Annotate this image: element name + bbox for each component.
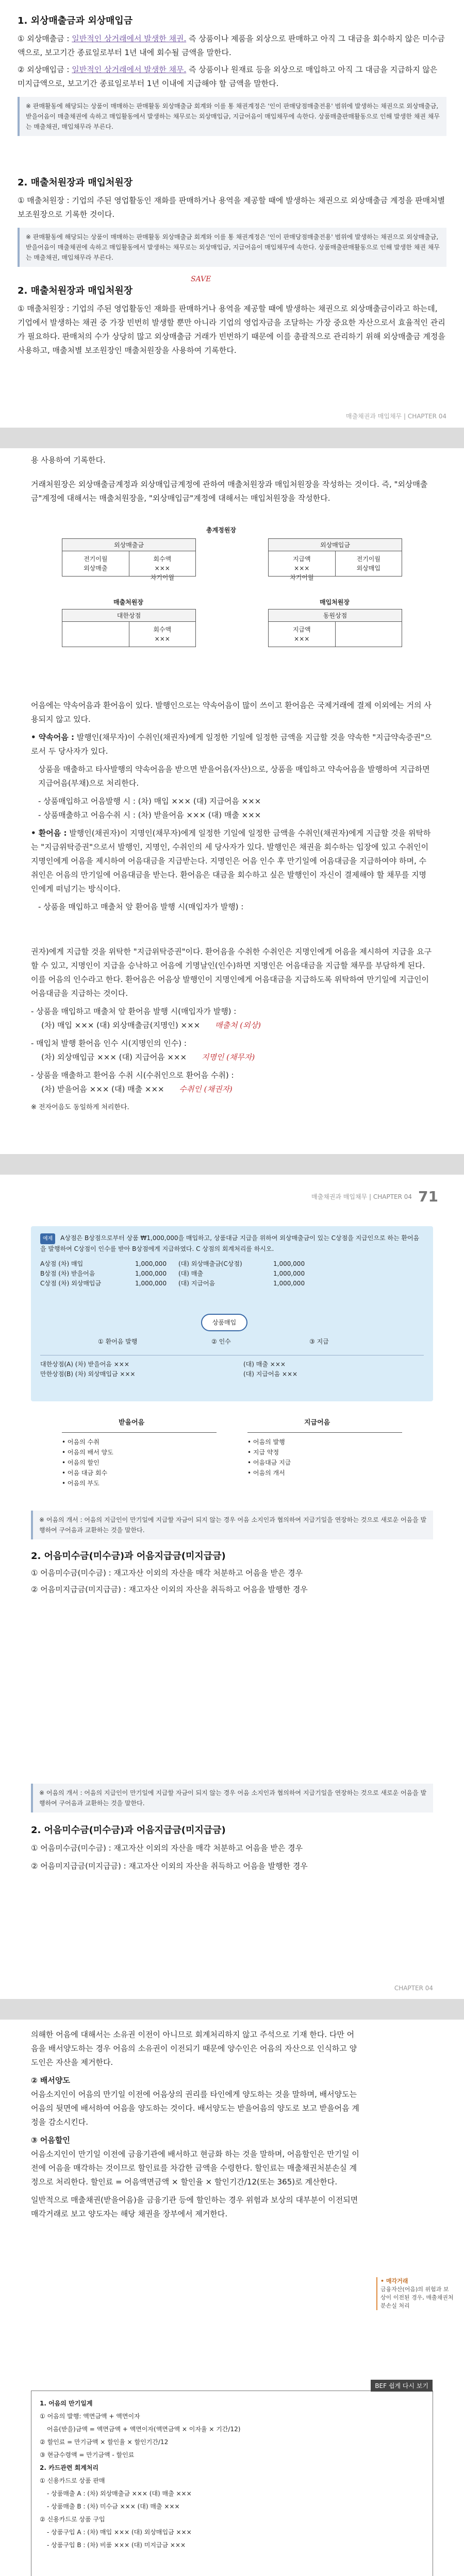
page-2 — [0, 273, 464, 428]
sale-text: 일반적으로 매출채권(받을어음)을 금융기관 등에 할인하는 경우 위험과 보상의 대부분이 이전되면 매각거래로 보고 양도자는 해당 채권을 장부에서 제거한다. — [31, 2195, 358, 2218]
promissory-note: • 약속어음 : 발행인(채무자)이 수취인(채권자)에게 일정한 기일에 일정한 금액을 지급할 것을 약속한 "지급약속증권"으로서 두 당사자가 있다. — [31, 733, 432, 756]
bill-receivable-def-2: ① 어음미수금(미수금) : 재고자산 이외의 자산을 매각 처분하고 어음을 받은 경우 — [31, 1843, 303, 1853]
page-footer: CHAPTER 04 — [394, 1985, 433, 1992]
section-title-2: 2. 매출처원장과 매입처원장 — [18, 177, 133, 188]
promissory-sub: 상품을 매출하고 타사발행의 약속어음을 받으면 받을어음(자산)으로, 상품을 매입하고 약속어음을 발행하여 지급하면 지급어음(부채)으로 처리한다. — [38, 765, 430, 788]
side-note: • 매각거래 금융자산(어음)의 위험과 보상이 이전된 경우, 매출채권처분손실 처리 — [376, 2277, 454, 2310]
item-sales-ledger: ① 매출처원장 : 기업의 주된 영업활동인 재화를 판매하거나 용역을 제공할 때에 발생하는 채권으로 외상매출금 계정을 판매처별 보조원장으로 기록한 것이다. — [18, 196, 445, 219]
case-1: - 상품을 매입하고 매출처 앞 환어음 발행 시(매입자가 발행) : — [31, 1007, 237, 1016]
bill-intro: 어음에는 약속어음과 환어음이 있다. 발행인으로는 약속어음이 많이 쓰이고 환어음은 국제거래에 결제 이외에는 거의 사용되지 않고 있다. — [31, 701, 432, 724]
page-gap — [0, 428, 464, 448]
case-1-entry: (차) 매입 ××× (대) 외상매출금(지명인) ××× 매출처 (외상) — [41, 1021, 261, 1030]
section-title-bills: 2. 어음미수금(미수금)과 어음지급금(미지급금) — [31, 1551, 226, 1562]
receivable-title: 받을어음 — [119, 1419, 145, 1427]
note-box-copy: ※ 판매활동에 해당되는 상품이 매매하는 판매활동 외상매출금 회계와 이를 통 채권계정은 '인이 판매당점매출전용' 범위에 발생하는 채권으로 외상매출금, 받을어음이 매출채권에 속하고 매입활동에서 발생하는 채무로는 외상매입금, 지급어음이 매입채무에 속한다. 상품매출판매활동으로 인해 발생한 채권 채무는 매출채권, 매입채무라 부른다. — [18, 228, 446, 267]
e-bill-note: ※ 전자어음도 동일하게 처리한다. — [31, 1104, 129, 1111]
page-footer: 매출채권과 매입채무 | CHAPTER 04 — [346, 413, 446, 420]
ledger-left: 외상매출금 전기이월 외상매출 회수액 ××× 차기이월 — [62, 538, 196, 577]
case-2: - 매입처 발행 환어음 인수 시(지명인의 인수) : — [31, 1039, 187, 1048]
section-title: 1. 외상매출금과 외상매입금 — [18, 15, 133, 26]
handwritten-note-3: 수취인 (채권자) — [179, 1084, 233, 1094]
flow-step-2: ② 인수 — [211, 1338, 231, 1345]
exchange-para: 권자)에게 지급할 것을 위탁한 "지급위탁증권"이다. 환어음을 수취한 수취인은 지명인에게 어음을 제시하여 지급을 요구할 수 있고, 지명인이 지급을 승낙하고 어음에 기명날인(인수)하면 지명인은 어음대금을 지급할 채무를 부담하게 된다. 이를 어음의 인수라고 한다. 환어음은 어음상 발행인이 지명인에게 어음대금을 지급하도록 위탁하여 만기일에 지급인이 어음대금을 지급하는 것이다. — [31, 947, 432, 998]
sub-ledger-right: 동원상점 지급액 ××× — [268, 609, 402, 647]
section-title-bills-2: 2. 어음미수금(미수금)과 어음지급금(미지급금) — [31, 1825, 226, 1836]
ledger-title: 총계정원장 — [206, 527, 236, 534]
page-4 — [0, 696, 464, 938]
page-1 — [0, 0, 464, 170]
endorse-intro: 의해한 어음에 대해서는 소유권 이전이 아니므로 회계처리하지 않고 주석으로 기재 한다. 다만 어음을 배서양도하는 경우 어음의 소유권이 이전되기 때문에 양수인은 어음의 자산으로 인식하고 양도인은 자산을 제거한다. — [31, 2030, 357, 2067]
discount-title: ③ 어음할인 — [31, 2136, 70, 2145]
case-2-entry: (차) 외상매입금 ××× (대) 지급어음 ××× 지명인 (채무자) — [41, 1053, 255, 1062]
discount-text: 어음소지인이 만기일 이전에 금융기관에 배서하고 현금화 하는 것을 말하며, 어음할인은 만기일 이전에 어음을 매각하는 것이므로 할인료를 차감한 금액을 수령한다. 할인료는 매출채권처분손실 계정으로 처리한다. 할인료 = 어음액면금액 × 할인율 × 할인기간/12(또는 365)로 계산한다. — [31, 2149, 359, 2187]
bill-receivable-def: ① 어음미수금(미수금) : 재고자산 이외의 자산을 매각 처분하고 어음을 받은 경우 — [31, 1568, 303, 1578]
page-6 — [0, 1175, 464, 1767]
renewal-note: ※ 어음의 개서 : 어음의 지급인이 만기일에 지급할 자금이 되지 않는 경우 어음 소지인과 협의하여 지급기일을 연장하는 것으로 새로운 어음을 발행하여 구어음과 교환하는 것을 말한다. — [31, 1511, 433, 1539]
payable-list: • 어음의 발행 • 지급 약정 • 어음대금 지급 • 어음의 개서 — [247, 1432, 402, 1478]
note-box: ※ 판매활동에 해당되는 상품이 매매하는 판매활동 외상매출금 회계와 이를 통 채권계정은 '인이 판매당점매출전용' 범위에 발생하는 채권으로 외상매출금, 받을어음이 매출채권에 속하고 매입활동에서 발생하는 채무로는 외상매입금, 지급어음이 매입채무에 속한다. 상품매출판매활동으로 인해 발생한 채권 채무는 매출채권, 매입채무라 부른다. — [18, 97, 446, 136]
bill-of-exchange: • 환어음 : 발행인(채권자)이 지명인(채무자)에게 일정한 기일에 일정한 금액을 수취인(채권자)에게 지급할 것을 위탁하는 "지급위탁증권"으로서 발행인, 지명인, 수취인의 세 당사자가 있다. 발행인은 채권을 회수하는 입장에 있고 수취인이 지명인에게 어음을 제시하여 어음대금을 지급받는다. 지명인은 어음 인수 후 만기일에 어음대금을 지급하여야 하며, 수취인은 어음의 만기일에 어음대금을 받는다. 환어음은 대금을 회수하고 싶은 발행인이 자신이 결제해야 할 채무를 지명인에게 떠넘기는 방식이다. — [31, 828, 431, 893]
entry-2: - 상품매출하고 어음수취 시 : (차) 받을어음 ××× (대) 매출 ××× — [38, 810, 261, 820]
flow-step-1: ① 환어음 발행 — [98, 1338, 138, 1345]
page-7 — [0, 1767, 464, 1999]
endorsement-title: ② 배서양도 — [31, 2076, 70, 2085]
page-8 — [0, 2020, 464, 2576]
page-number: 71 — [418, 1188, 438, 1205]
summary-lines: 1. 어음의 만기일계 ① 어음의 발행: 액면금액 + 액면이자 어음(받을)금액 = 액면금액 + 액면이자(액면금액 × 이자율 × 기간/12) ② 할인료 = 만기금액 × 할인율 × 할인기간/12 ③ 현금수령액 = 만기금액 - 할인료 2. 카드관련 회계처리 ① 신용카드로 상품 판매 - 상품매출 A : (차) 외상매출금 ××× (대) 매출 ××× - 상품매출 B : (차) 미수금 ××× (대) 매출 ××× ② 신용카드로 상품 구입 - 상품구입 A : (차) 매입 ××× (대) 외상매입금 ××× - 상품구입 B : (차) 비품 ××× (대) 미지급금 ××× — [40, 2400, 241, 2549]
flow-step-3: ③ 지급 — [309, 1338, 329, 1345]
example-box: 예제 A상점은 B상점으로부터 상품 ₩1,000,000을 매입하고, 상품대금 지급을 위하여 외상매출금이 있는 C상점을 지급인으로 하는 환어음을 발행하여 C상점이 인수를 받아 B상점에게 지급하였다. C 상점의 회계처리를 하시오. A상점 (차) 매입 1,000,000 (대) 외상매출금(C상점) 1,000,000 B상점 (차) 받을어음 1,000,000 (대) 매출 1,000,000 C상점 (차) 외상매입금 1,000,000 (대) 지급어음 1,000,000 상품매입 ① 환어음 발행 ② 인수 ③ 지급 대한상점(A) (차) 받을어음 ××× (대) 매출 ××× 만한상점(B) (차) 외상매입금 ××× (대) 지급어음 ××× — [31, 1226, 433, 1401]
handwriting-annotation: SAVE — [191, 275, 211, 283]
renewal-note-2: ※ 어음의 개서 : 어음의 지급인이 만기일에 지급할 자금이 되지 않는 경우 어음 소지인과 협의하여 지급기일을 연장하는 것으로 새로운 어음을 발행하여 구어음과 교환하는 것을 말한다. — [31, 1784, 433, 1812]
example-rows: A상점 (차) 매입 1,000,000 (대) 외상매출금(C상점) 1,000,000 B상점 (차) 받을어음 1,000,000 (대) 매출 1,000,000 C상점 (차) 외상매입금 1,000,000 (대) 지급어음 1,000,000 — [40, 1260, 305, 1287]
page-header: 매출채권과 매입채무 | CHAPTER 04 71 — [311, 1188, 438, 1205]
intro-text: 용 사용하여 기록한다. — [31, 455, 106, 465]
receivable-list: • 어음의 수취 • 어음의 배서 양도 • 어음의 할인 • 어음 대금 회수 • 어음의 부도 — [62, 1432, 217, 1488]
case-3: - 상품을 매출하고 환어음 수취 시(수취인으로 환어음 수취) : — [31, 1071, 234, 1080]
page-gap — [0, 1999, 464, 2020]
bill-payable-def: ② 어음미지급금(미지급금) : 재고자산 이외의 자산을 취득하고 어음을 발행한 경우 — [31, 1585, 308, 1594]
entry-1: - 상품매입하고 어음발행 시 : (차) 매입 ××× (대) 지급어음 ××× — [38, 796, 261, 806]
sub-ledger-right-title: 매입처원장 — [320, 599, 350, 606]
summary-box — [31, 2382, 433, 2576]
example-badge: 예제 — [40, 1233, 55, 1244]
page-5 — [0, 938, 464, 1154]
page-3 — [0, 448, 464, 696]
ledger-right: 외상매입금 지급액 ××× 차기이월 전기이월 외상매입 — [268, 538, 402, 577]
page-gap — [0, 1154, 464, 1175]
section-title: 2. 매출처원장과 매입처원장 — [18, 285, 133, 296]
endorsement-text: 어음소지인이 어음의 만기일 이전에 어음상의 권리를 타인에게 양도하는 것을 말하며, 배서양도는 어음의 뒷면에 배서하여 어음을 양도하는 것이다. 배서양도는 받을어음의 양도로 보고 받을어음 계정을 감소시킨다. — [31, 2090, 359, 2127]
item-receivable: ① 외상매출금 : 일반적인 상거래에서 발생한 채권. 즉 상품이나 제품을 외상으로 판매하고 아직 그 대금을 회수하지 않은 미수금액으로, 보고기간 종료일로부터 1년 내에 회수될 금액을 말한다. — [18, 34, 445, 57]
page-1b — [0, 170, 464, 273]
summary-box-head: BEF 쉽게 다시 보기 — [371, 2380, 433, 2392]
handwritten-note-1: 매출처 (외상) — [215, 1021, 261, 1030]
entry-3: - 상품을 매입하고 매출처 앞 환어음 발행 시(매입자가 발행) : — [38, 902, 244, 911]
item-sales-ledger-full: ① 매출처원장 : 기업의 주된 영업활동인 재화를 판매하거나 용역을 제공할 때에 발생하는 채권으로 외상매출금이라고 하는데, 기업에서 발생하는 채권 중 가장 빈번히 발생할 뿐만 아니라 기업의 영업자금을 조달하는 가장 중요한 자산으로서 효율적인 관리가 필요하다. 판매처의 수가 상당히 많고 외상매출금 거래가 빈번하기 때문에 이를 총괄적으로 관리하기 위해 외상매출금 계정을 사용하고, 매출처별 보조원장인 매출처원장을 사용하여 기록한다. — [18, 304, 445, 355]
trade-entries: 대한상점(A) (차) 받을어음 ××× (대) 매출 ××× 만한상점(B) (차) 외상매입금 ××× (대) 지급어음 ××× — [40, 1355, 424, 1379]
handwritten-note-2: 지명인 (채무자) — [201, 1053, 255, 1062]
sub-ledger-left-title: 매출처원장 — [113, 599, 143, 606]
bill-payable-def-2: ② 어음미지급금(미지급금) : 재고자산 이외의 자산을 취득하고 어음을 발행한 경우 — [31, 1861, 308, 1871]
item-payable: ② 외상매입금 : 일반적인 상거래에서 발생한 채무. 즉 상품이나 원재료 등을 외상으로 매입하고 아직 그 대금을 지급하지 않은 미지급액으로, 보고기간 종료일로부터 1년 이내에 지급해야 할 금액을 말한다. — [18, 65, 438, 88]
sub-ledger-left: 대한상점 회수액 ××× — [62, 609, 196, 647]
ledger-paragraph: 거래처원장은 외상매출금계정과 외상매입금계정에 관하여 매출처원장과 매입처원장을 작성하는 것이다. 즉, "외상매출금"계정에 대해서는 매출처원장을, "외상매입금"계정에 대해서는 매입처원장을 작성한다. — [31, 480, 428, 503]
payable-title: 지급어음 — [304, 1419, 330, 1427]
case-3-entry: (차) 받을어음 ××× (대) 매출 ××× 수취인 (채권자) — [41, 1084, 233, 1094]
flow-center: 상품매입 — [201, 1314, 247, 1331]
